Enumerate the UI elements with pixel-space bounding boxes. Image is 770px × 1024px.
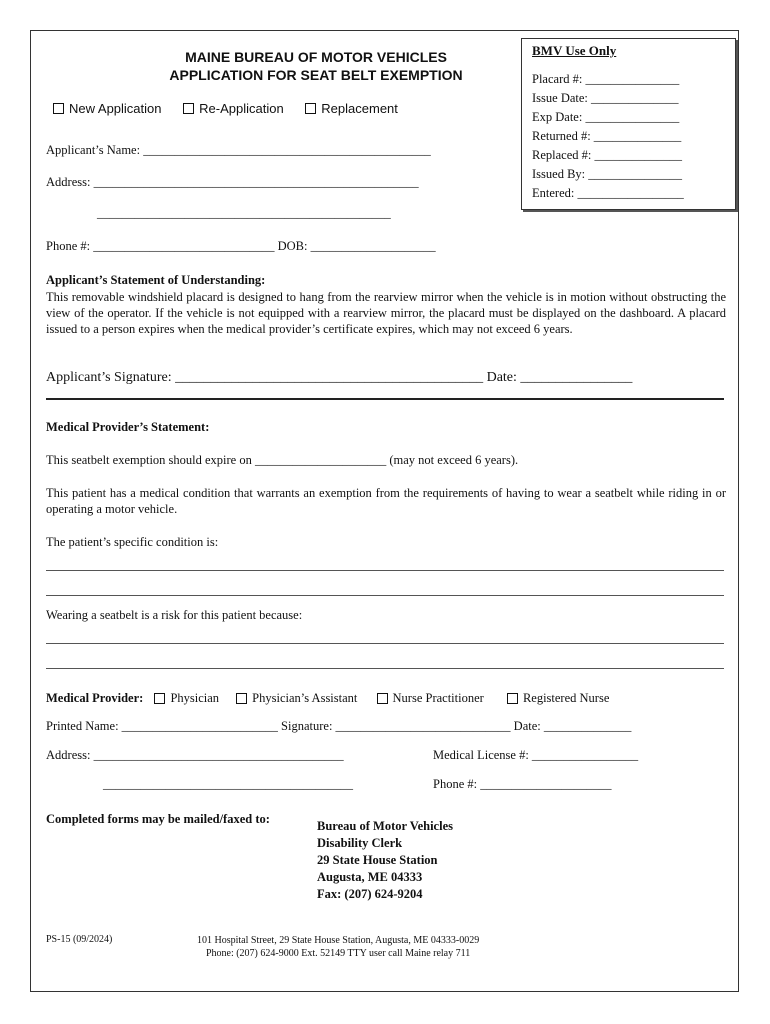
bmv-returned-field: Returned #: ______________ — [532, 129, 682, 143]
mailing-line: Fax: (207) 624-9204 — [317, 887, 423, 901]
condition-line-1[interactable] — [46, 570, 724, 571]
statement-heading: Applicant’s Statement of Understanding: — [46, 273, 266, 287]
bmv-entered-field: Entered: _________________ — [532, 186, 684, 200]
checkbox-icon[interactable] — [507, 693, 518, 704]
statement-body: This removable windshield placard is designed to hang from the rearview mirror when the vehicle is in motion without obstructing the view of the operator. If the vehicle is not equipped with a rearview mirror, the placard must be displayed on the dashboard. A placard issued to a person expires when the medical provider’s certificate expires, which may not exceed 6 years. — [46, 290, 726, 336]
condition-statement: This patient has a medical condition that warrants an exemption from the requirements of having to wear a seatbelt while riding in or operating a motor vehicle. — [46, 486, 726, 516]
form-id: PS-15 (09/2024) — [46, 934, 113, 945]
bmv-exp-date-field: Exp Date: _______________ — [532, 110, 680, 124]
option-physicians-assistant[interactable]: Physician’s Assistant — [236, 691, 357, 705]
risk-label: Wearing a seatbelt is a risk for this patient because: — [46, 608, 303, 622]
mailing-address — [317, 818, 453, 903]
printed-name-signature-field[interactable]: Printed Name: _________________________ Signature: ____________________________ Date: ______________ — [46, 719, 632, 733]
provider-address-line2[interactable]: ________________________________________ — [103, 777, 353, 791]
checkbox-icon[interactable] — [154, 693, 165, 704]
applicant-phone-dob-field[interactable]: Phone #: _____________________________ DOB: ____________________ — [46, 239, 436, 253]
medical-provider-label: Medical Provider: — [46, 691, 144, 705]
risk-line-2[interactable] — [46, 668, 724, 669]
checkbox-icon[interactable] — [305, 103, 316, 114]
footer-contact — [197, 934, 479, 960]
mailing-label: Completed forms may be mailed/faxed to: — [46, 812, 270, 826]
checkbox-icon[interactable] — [236, 693, 247, 704]
provider-phone-field[interactable]: Phone #: _____________________ — [433, 777, 612, 791]
bmv-issued-by-field: Issued By: _______________ — [532, 167, 682, 181]
bmv-placard-field: Placard #: _______________ — [532, 72, 680, 86]
applicant-address-field[interactable]: Address: ____________________________________________________ — [46, 175, 419, 189]
medical-provider-types — [46, 691, 609, 706]
title-line-2: APPLICATION FOR SEAT BELT EXEMPTION — [169, 67, 463, 83]
title-line-1: MAINE BUREAU OF MOTOR VEHICLES — [185, 49, 447, 65]
medical-statement-heading: Medical Provider’s Statement: — [46, 420, 210, 434]
medical-license-field[interactable]: Medical License #: _________________ — [433, 748, 639, 762]
condition-line-2[interactable] — [46, 595, 724, 596]
option-replacement[interactable]: Replacement — [305, 101, 398, 116]
checkbox-icon[interactable] — [377, 693, 388, 704]
provider-address-field[interactable]: Address: ________________________________________ — [46, 748, 344, 762]
specific-condition-label: The patient’s specific condition is: — [46, 535, 219, 549]
bmv-replaced-field: Replaced #: ______________ — [532, 148, 682, 162]
applicant-signature-field[interactable]: Applicant’s Signature: ____________________________________________ Date: ________________ — [46, 370, 633, 385]
applicant-address-line2[interactable]: _______________________________________________ — [97, 206, 391, 220]
section-divider — [46, 398, 724, 400]
footer-phone: Phone: (207) 624-9000 Ext. 52149 TTY user call Maine relay 711 — [205, 948, 471, 959]
option-physician[interactable]: Physician — [154, 691, 219, 705]
bmv-issue-date-field: Issue Date: ______________ — [532, 91, 679, 105]
form-page — [30, 30, 739, 992]
expiration-field[interactable]: This seatbelt exemption should expire on _____________________ (may not exceed 6 years). — [46, 453, 519, 467]
option-nurse-practitioner[interactable]: Nurse Practitioner — [377, 691, 484, 705]
checkbox-icon[interactable] — [53, 103, 64, 114]
application-type-options — [53, 101, 398, 116]
mailing-line: 29 State House Station — [317, 853, 438, 867]
option-registered-nurse[interactable]: Registered Nurse — [507, 691, 609, 705]
option-re-application[interactable]: Re-Application — [183, 101, 284, 116]
footer-address: 101 Hospital Street, 29 State House Station, Augusta, ME 04333-0029 — [197, 935, 480, 946]
bmv-heading: BMV Use Only — [532, 43, 617, 58]
risk-line-1[interactable] — [46, 643, 724, 644]
mailing-line: Disability Clerk — [317, 836, 403, 850]
form-title — [106, 48, 526, 84]
bmv-use-only-box — [521, 38, 736, 210]
applicant-name-field[interactable]: Applicant’s Name: ______________________________________________ — [46, 143, 431, 157]
option-new-application[interactable]: New Application — [53, 101, 162, 116]
checkbox-icon[interactable] — [183, 103, 194, 114]
mailing-line: Augusta, ME 04333 — [317, 870, 423, 884]
mailing-line: Bureau of Motor Vehicles — [317, 819, 453, 833]
